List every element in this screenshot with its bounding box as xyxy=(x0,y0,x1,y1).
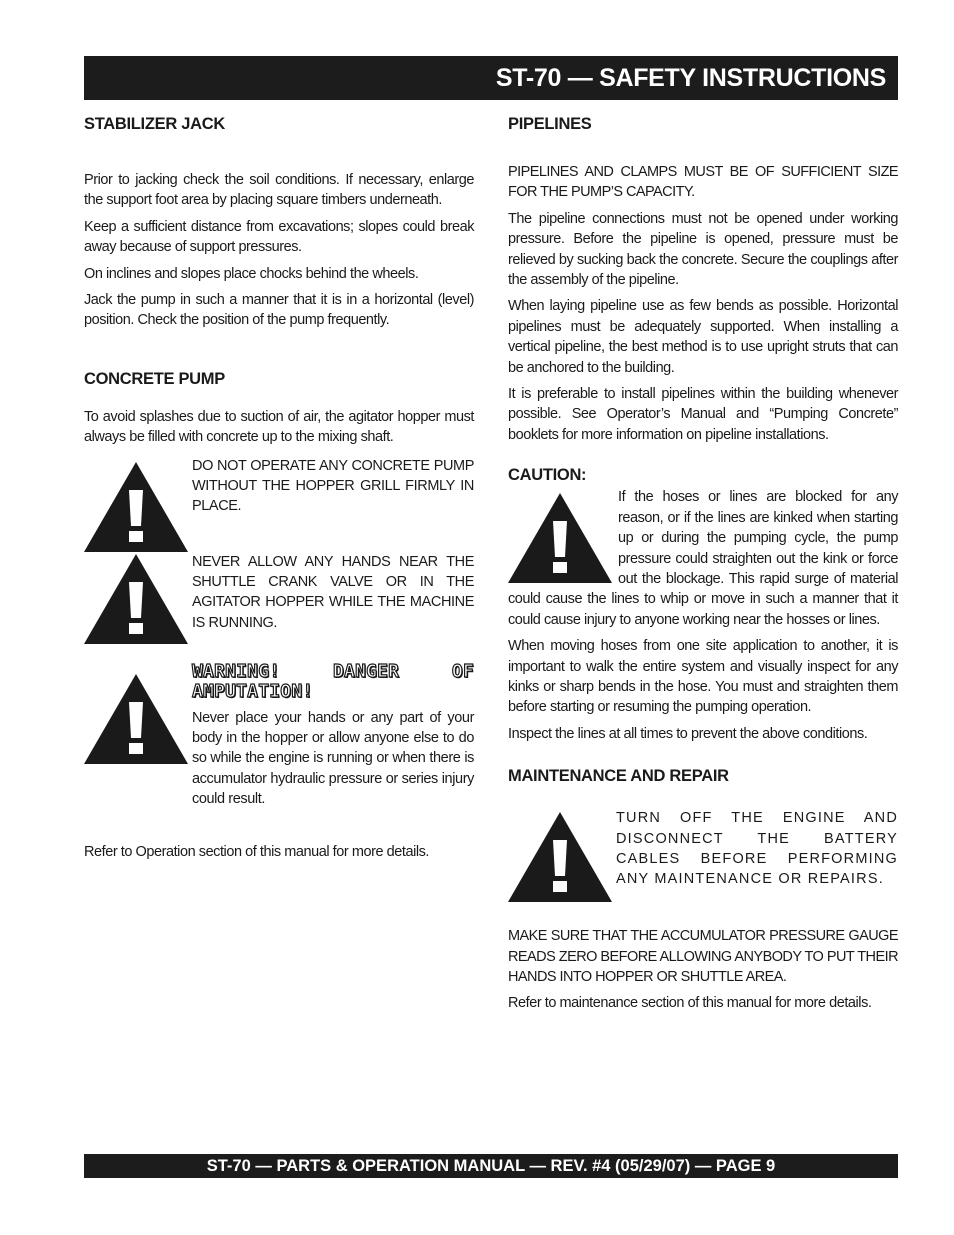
caution-text xyxy=(508,487,898,630)
warning-triangle-icon xyxy=(84,554,188,644)
pipelines-heading: PIPELINES xyxy=(508,115,592,133)
page-header: ST-70 — SAFETY INSTRUCTIONS xyxy=(84,56,898,100)
pipelines-paragraph: When laying pipeline use as few bends as possible. Horizontal pipelines must be adequately supported. When installing a vertical pipeline, the best method is to use upright struts that can be anchored to the building. xyxy=(508,298,898,376)
caution-paragraph: Inspect the lines at all times to prevent the above conditions. xyxy=(508,725,868,742)
amputation-warning-title: WARNING! DANGER OF AMPUTATION! xyxy=(192,660,474,702)
stabilizer-paragraph: On inclines and slopes place chocks behind the wheels. xyxy=(84,265,419,282)
caution-paragraph: When moving hoses from one site application to another, it is important to walk the entire system and visually inspect for any kinks or sharp bends in the hose. You must and straighten them before starting or resuming the pumping operation. xyxy=(508,638,898,716)
pipelines-paragraph: It is preferable to install pipelines within the building whenever possible. See Operator’s Manual and “Pumping Concrete” booklets for more information on pipeline installations. xyxy=(508,386,898,443)
maintenance-reference: Refer to maintenance section of this manual for more details. xyxy=(508,995,872,1012)
hopper-grill-warning-text: DO NOT OPERATE ANY CONCRETE PUMP WITHOUT THE HOPPER GRILL FIRMLY IN PLACE. xyxy=(192,457,474,515)
operation-reference: Refer to Operation section of this manual for more details. xyxy=(84,843,429,860)
stabilizer-paragraph: Prior to jacking check the soil conditions. If necessary, enlarge the support foot area by placing square timbers underneath. xyxy=(84,172,474,209)
accumulator-gauge-note: MAKE SURE THAT THE ACCUMULATOR PRESSURE GAUGE READS ZERO BEFORE ALLOWING ANYBODY TO PUT THEIR HANDS INTO HOPPER OR SHUTTLE AREA. xyxy=(508,928,898,985)
maintenance-warning xyxy=(508,808,898,926)
stabilizer-paragraph: Jack the pump in such a manner that it is in a horizontal (level) position. Check the position of the pump frequently. xyxy=(84,292,474,329)
concrete-pump-heading: CONCRETE PUMP xyxy=(84,369,225,388)
warning-triangle-icon xyxy=(508,812,612,902)
shuttle-valve-warning-text: NEVER ALLOW ANY HANDS NEAR THE SHUTTLE CRANK VALVE OR IN THE AGITATOR HOPPER WHILE THE MACHINE IS RUNNING. xyxy=(192,553,474,631)
concrete-pump-intro: To avoid splashes due to suction of air, the agitator hopper must always be filled with concrete up to the mixing shaft. xyxy=(84,408,474,446)
caution-text-body: If the hoses or lines are blocked for any reason, or if the lines are kinked when starting up or during the pumping cycle, the pump pressure could straighten out the kink or force out the blockage. This rapid surge of material could cause the lines to whip or move in such a manner that it could cause injury to anyone working near the hosses or lines. xyxy=(508,489,898,628)
caution-heading: CAUTION: xyxy=(508,466,587,485)
pipelines-paragraph: The pipeline connections must not be opened under working pressure. Before the pipeline is opened, pressure must be relieved by sucking back the concrete. Secure the couplings after the assembly of the pipeline. xyxy=(508,210,898,289)
warning-triangle-icon xyxy=(84,674,188,764)
warning-triangle-icon xyxy=(84,462,188,552)
hopper-grill-warning xyxy=(84,456,474,544)
shuttle-valve-warning xyxy=(84,552,474,660)
amputation-warning-text: Never place your hands or any part of your body in the hopper or allow anyone else to do so while the engine is running or when there is accumulator hydraulic pressure or series injury could result. xyxy=(192,709,474,808)
warning-triangle-icon xyxy=(508,493,612,583)
maintenance-warning-text: TURN OFF THE ENGINE AND DISCONNECT THE BATTERY CABLES BEFORE PERFORMING ANY MAINTENANCE OR REPAIRS. xyxy=(616,810,898,888)
stabilizer-paragraph: Keep a sufficient distance from excavations; slopes could break away because of support pressures. xyxy=(84,218,474,256)
left-column xyxy=(84,114,474,868)
stabilizer-jack-heading: STABILIZER JACK xyxy=(84,115,225,133)
pipelines-paragraph: PIPELINES AND CLAMPS MUST BE OF SUFFICIENT SIZE FOR THE PUMP’S CAPACITY. xyxy=(508,164,898,201)
maintenance-heading: MAINTENANCE AND REPAIR xyxy=(508,767,729,786)
amputation-warning xyxy=(84,662,474,810)
page-footer: ST-70 — PARTS & OPERATION MANUAL — REV. #4 (05/29/07) — PAGE 9 xyxy=(84,1154,898,1178)
right-column xyxy=(508,114,898,1020)
